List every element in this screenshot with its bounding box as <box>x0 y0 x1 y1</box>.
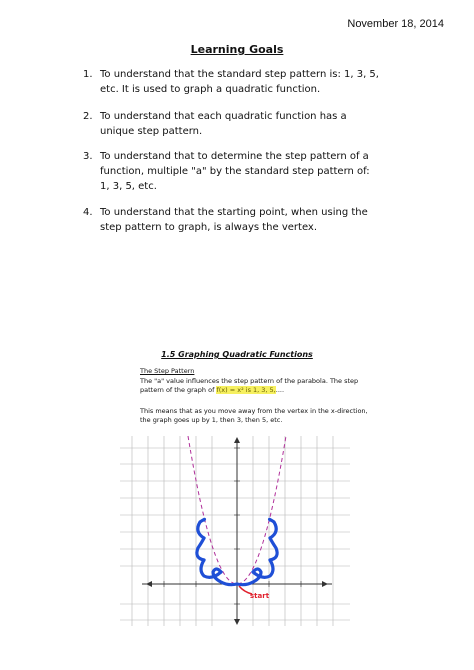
y-axis-arrow-bottom-icon <box>234 619 240 625</box>
graph-axes <box>142 437 332 625</box>
graph-grid <box>120 436 350 626</box>
start-annotation <box>239 586 270 600</box>
goal-text: To understand that the starting point, when using the step pattern to graph, is always the vertex. <box>100 207 368 233</box>
goal-item <box>83 67 380 97</box>
goal-number: 4. <box>83 207 93 218</box>
step-pattern-subheading: The Step Pattern <box>140 367 195 375</box>
goal-item <box>83 149 380 194</box>
section-title: 1.5 Graphing Quadratic Functions <box>161 350 313 359</box>
goal-number: 2. <box>83 111 93 122</box>
axis-ticks <box>164 448 301 604</box>
goal-number: 3. <box>83 151 93 162</box>
goal-item <box>83 109 380 139</box>
start-label: start <box>250 592 270 600</box>
goal-item <box>83 205 380 235</box>
step-pattern-paragraph <box>140 377 380 395</box>
explanation-paragraph: This means that as you move away from the vertex in the x-direction, the graph goes up by 1, then 3, then 5, etc. <box>140 407 368 424</box>
highlighted-formula: f(x) = x² is 1, 3, 5, <box>216 386 276 394</box>
x-axis-arrow-left-icon <box>146 581 152 587</box>
learning-goals-title: Learning Goals <box>190 43 284 56</box>
goal-text: To understand that the standard step pattern is: 1, 3, 5, etc. It is used to graph a quadratic function. <box>100 69 379 95</box>
goal-text: To understand that each quadratic function has a unique step pattern. <box>100 111 347 137</box>
paragraph-text: The "a" value influences the step pattern of the parabola. The step pattern of the graph of <box>140 377 359 394</box>
paragraph-text-end: .... <box>275 386 285 394</box>
goal-number: 1. <box>83 69 93 80</box>
date: November 18, 2014 <box>347 18 444 30</box>
goal-text: To understand that to determine the step pattern of a function, multiple "a" by the standard step pattern of: 1, 3, 5, etc. <box>100 151 370 192</box>
parabola-graph <box>120 436 350 626</box>
x-axis-arrow-right-icon <box>322 581 328 587</box>
y-axis-arrow-icon <box>234 437 240 443</box>
